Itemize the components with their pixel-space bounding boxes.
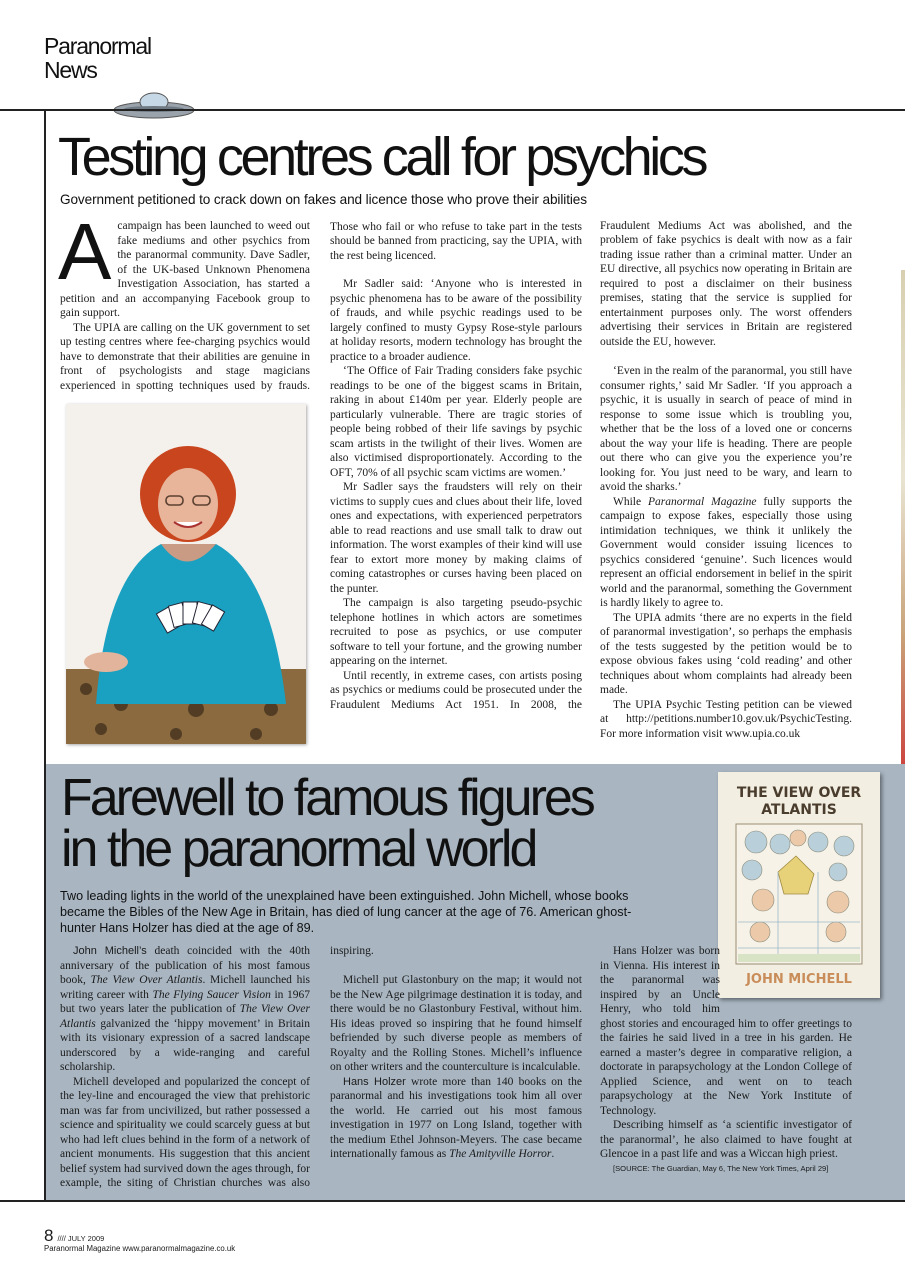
page-edge-strip xyxy=(901,270,905,790)
article2-column-1 xyxy=(60,944,310,1191)
article2-paragraph-3: Michell put Glastonbury on the map; it would not be the New Age pilgrimage destination it is today, and there would be no Glastonbury Festival, without him. His ideas proved so inspiring that he found himself befriended by such diverse people as members of Royalty and the Rolling Stones. Michell’s influence on other writers and the counterculture is incalculable. xyxy=(330,974,582,1073)
article1-paragraph-8: ‘Even in the realm of the paranormal, you still have consumer rights,’ said Mr Sadler. ‘If you approach a psychic, it is usually in search of peace of mind in response to some issue which is troubling you, whether that be the loss of a loved one or concerns about the way your life is heading. There are people out there who can give you the experience you’re looking for. You just need to be wary, and learn to avoid the sharks.’ xyxy=(600,365,852,493)
masthead-line2: News xyxy=(44,57,97,83)
photo-dave-sadler xyxy=(66,404,306,744)
page-number: 8 xyxy=(44,1226,54,1245)
article1-paragraph-5: Mr Sadler says the fraudsters will rely on their victims to supply cues and clues about their life, loved ones and expectations, with experienced perpetrators able to read reactions and use small talk to draw out information. The worst examples of their kind will use fear to extort more money by making claims of coming catastrophes or curses having been placed on the punter. xyxy=(330,481,582,595)
article1-column-3 xyxy=(600,219,852,741)
drop-cap: A xyxy=(58,207,112,296)
bottom-rule xyxy=(0,1200,905,1202)
book-title-line1: THE VIEW OVER xyxy=(736,785,862,801)
article2-paragraph-6: Describing himself as ‘a scientific investigator of the paranormal’, he also claimed to have fought at Glencoe in a past life and was a Wiccan high priest. xyxy=(600,1119,852,1160)
footer xyxy=(44,1226,235,1253)
article2-headline-line2: in the paranormal world xyxy=(61,820,536,878)
article1-paragraph-7: Until recently, in extreme cases, con artists posing as psychics or mediums could be prosecuted under the Fraudulent Mediums Act 1951. In 2008, the xyxy=(330,669,582,711)
article1-paragraph-4: ‘The Office of Fair Trading considers fake psychic readings to be one of the biggest scams in Britain, raking in about £140m per year. Elderly people are particularly vulnerable. There are tragic stories of people being robbed of their life savings by psychic scam artists in the twilight of their lives. Women are also victimised disproportionately. According to the OFT, 70% of all psychic scam victims are women.’ xyxy=(330,365,582,479)
article1-paragraph-3: Mr Sadler said: ‘Anyone who is interested in psychic phenomena has to be aware of the possibility of frauds, and while psychic readings used to be largely confined to musty Gypsy Rose-style parlours at holiday resorts, modern technology has brought the practice to a broader audience. xyxy=(330,278,582,363)
article1-paragraph-1: Acampaign has been launched to weed out fake mediums and other psychics from the paranormal community. Dave Sadler, of the UK-based Unknown Phenomena Investigation Association, has started a petition and an accompanying Facebook group to gain support. xyxy=(58,207,310,319)
article2-paragraph-2-cont: inspiring. xyxy=(330,945,374,957)
article2-paragraph-4: Hans Holzer wrote more than 140 books on the paranormal and his investigations took him all over the world. He carried out his most famous investigation in 1977 on Long Island, together with the medium Ethel Johnson-Meyers. The case became internationally famous as The Amityville Horror. xyxy=(330,1075,582,1160)
article2-source: [SOURCE: The Guardian, May 6, The New York Times, April 29] xyxy=(613,1163,829,1173)
masthead-line1: Paranormal xyxy=(44,33,151,59)
article1-column-2 xyxy=(330,219,582,713)
article1-paragraph-6: The campaign is also targeting pseudo-psychic telephone hotlines in which actors are sometimes recruited to pose as psychics, or use computer software to tell your fortune, and the growing number appearing on the internet. xyxy=(330,597,582,667)
ufo-icon xyxy=(106,90,196,122)
footer-magazine-url: Paranormal Magazine www.paranormalmagazine.co.uk xyxy=(44,1244,236,1253)
article2-column-2 xyxy=(330,944,582,1162)
book-author: JOHN MICHELL xyxy=(746,972,852,987)
section-masthead xyxy=(44,34,244,90)
article1-paragraph-7-cont: Fraudulent Mediums Act was abolished, and the problem of fake psychics is dealt with now as a fair trading issue rather than a criminal matter. Under an EU directive, all psychics now operating in Britain are required to post a disclaimer on their business premises, stating that the service is supplied for entertainment purposes only. The worst offenders advertising their services in Britain are registered outside the EU, however. xyxy=(600,219,852,348)
article2-paragraph-1: John Michell’s death coincided with the 40th anniversary of the publication of his most famous book, The View Over Atlantis. Michell launched his writing career with The Flying Saucer Vision in 1967 but two years later the publication of The View Over Atlantis galvanized the ‘hippy movement’ in Britain with its visionary expression of a sacred landscape underscored by a wide-ranging and careful scholarship. xyxy=(60,945,310,1073)
article1-headline: Testing centres call for psychics xyxy=(58,127,706,187)
article2-paragraph-5: Hans Holzer was born in Vienna. His interest in the paranormal was inspired by an Uncle Henry, who told him ghost stories and encouraged him to offer greetings to the fairies he said lived in a tree in his garden. He earned a master’s degree in comparative religion, a doctorate in parapsychology at the London College of Applied Science, and went on to teach parapsychology at the New York Institute of Technology. xyxy=(600,945,852,1117)
article1-paragraph-10: The UPIA admits ‘there are no experts in the field of paranormal investigation’, so perhaps the emphasis of the tests suggested by the petition would be to expose obvious fakes using ‘cold reading’ and other techniques about whom complaints had already been made. xyxy=(600,611,852,696)
article1-paragraph-11: The UPIA Psychic Testing petition can be viewed at http://petitions.number10.gov.uk/PsychicTesting. For more information visit www.upia.co.uk xyxy=(600,698,852,740)
article1-paragraph-2-cont: Those who fail or who refuse to take part in the tests should be banned from practicing, say the UPIA, with the rest being licenced. xyxy=(330,220,582,262)
article2-standfirst: Two leading lights in the world of the unexplained have been extinguished. John Michell, whose books became the Bibles of the New Age in Britain, has died of lung cancer at the age of 76. American ghost-hunter Hans Holzer has died at the age of 89. xyxy=(60,889,632,935)
article1-standfirst: Government petitioned to crack down on fakes and licence those who prove their abilities xyxy=(60,192,587,207)
article1-paragraph-2: The UPIA are calling on the UK government to set up testing centres where fee-charging psychics would have to demonstrate that their abilities are genuine in front of psychologists and stage magicians experienced in spotting techniques used by frauds. xyxy=(60,321,310,392)
article2-headline-line1: Farewell to famous figures xyxy=(61,769,593,827)
article1-column-1 xyxy=(58,207,310,393)
article2-column-3 xyxy=(600,944,852,1176)
book-title-line2: ATLANTIS xyxy=(761,802,837,818)
issue-date: //// JULY 2009 xyxy=(57,1234,105,1243)
article2-headline xyxy=(61,769,593,878)
top-rule xyxy=(0,109,905,111)
book-wrap-spacer xyxy=(720,944,852,1016)
article1-paragraph-9: While Paranormal Magazine fully supports the campaign to expose fakes, especially those using intimidation techniques, we think it unlikely the Government would consider issuing licences to psychics considered ‘genuine’. Such licences would represent an official endorsement in belief in the spirit world and the paranormal, something the Government is hardly likely to agree to. xyxy=(600,495,852,609)
article2-paragraph-2: Michell developed and popularized the concept of the ley-line and encouraged the view that prehistoric man was far from uncivilized, but rather possessed a science and spirituality we could scarcely guess at but who had left clues behind in the form of a network of ancient monuments. His suggestion that this ancient belief system had survived down the ages through, for example, the siting of Christian churches was also xyxy=(60,1075,310,1189)
